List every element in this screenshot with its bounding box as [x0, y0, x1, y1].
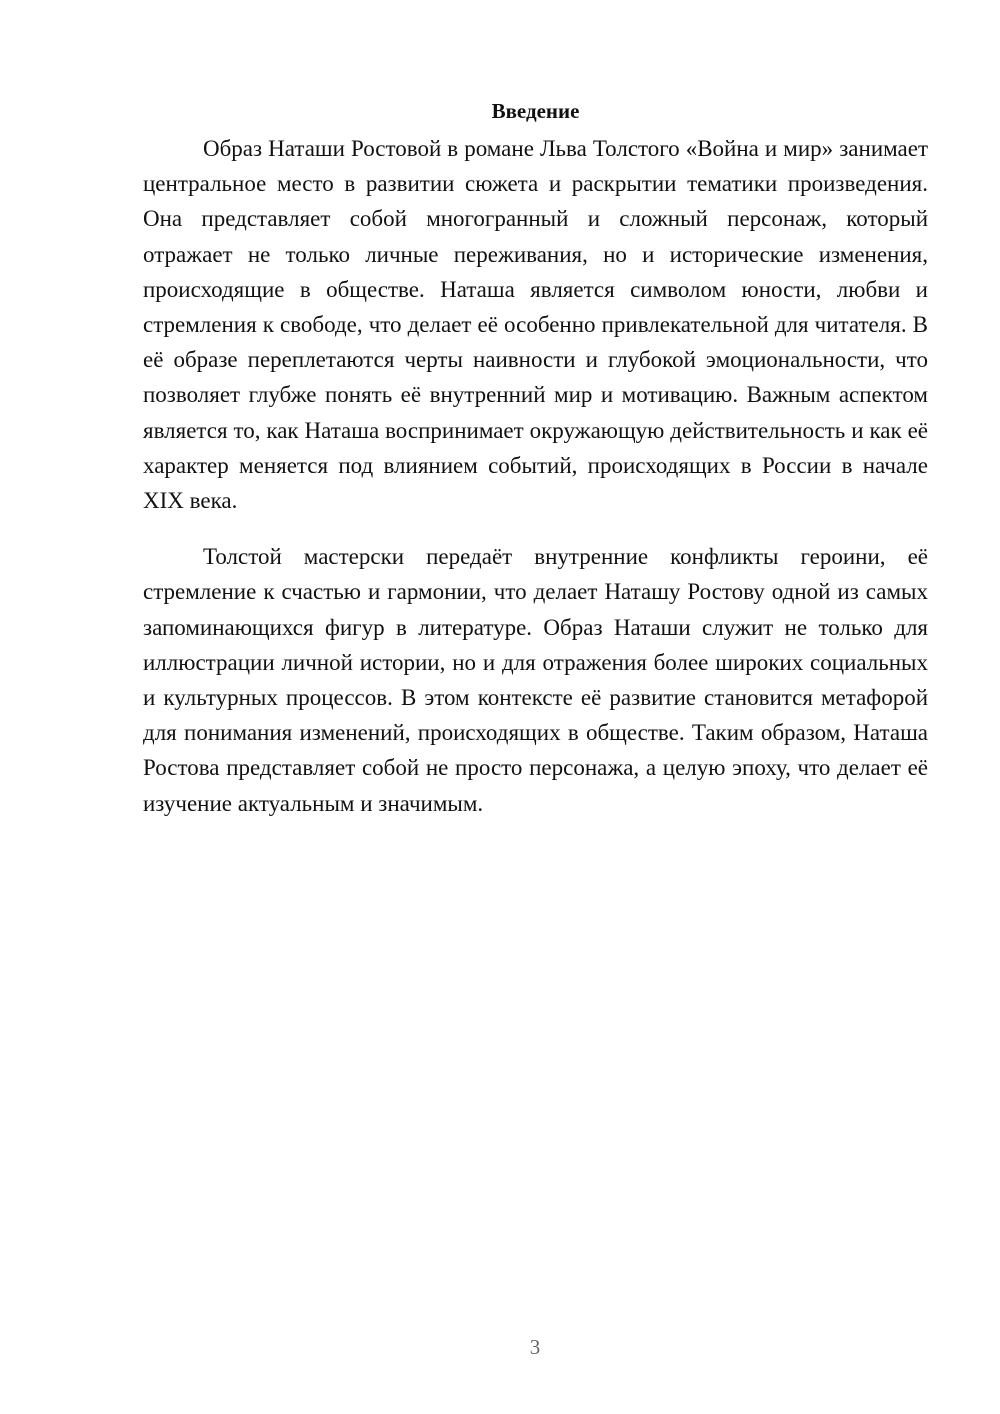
- paragraph-2: Толстой мастерски передаёт внутренние конфликты героини, её стремление к счастью и гармонии, что делает Наташу Ростову одной из самых запоминающихся фигур в литературе. Образ Наташи служит не только для иллюстрации личной истории, но и для отражения более широких социальных и культурных процессов. В этом контексте её развитие становится метафорой для понимания изменений, происходящих в обществе. Таким образом, Наташа Ростова представляет собой не просто персонажа, а целую эпоху, что делает её изучение актуальным и значимым.: [143, 544, 928, 816]
- page-number: 3: [529, 1335, 541, 1359]
- paragraph-1: Образ Наташи Ростовой в романе Льва Толстого «Война и мир» занимает центральное место в развитии сюжета и раскрытии тематики произведения. Она представляет собой многогранный и сложный персонаж, который отражает не только личные переживания, но и исторические изменения, происходящие в обществе. Наташа является символом юности, любви и стремления к свободе, что делает её особенно привлекательной для читателя. В её образе переплетаются черты наивности и глубокой эмоциональности, что позволяет глубже понять её внутренний мир и мотивацию. Важным аспектом является то, как Наташа воспринимает окружающую действительность и как её характер меняется под влиянием событий, происходящих в России в начале XIX века.: [143, 136, 928, 514]
- document-body: [143, 96, 928, 821]
- section-heading: Введение: [491, 99, 580, 123]
